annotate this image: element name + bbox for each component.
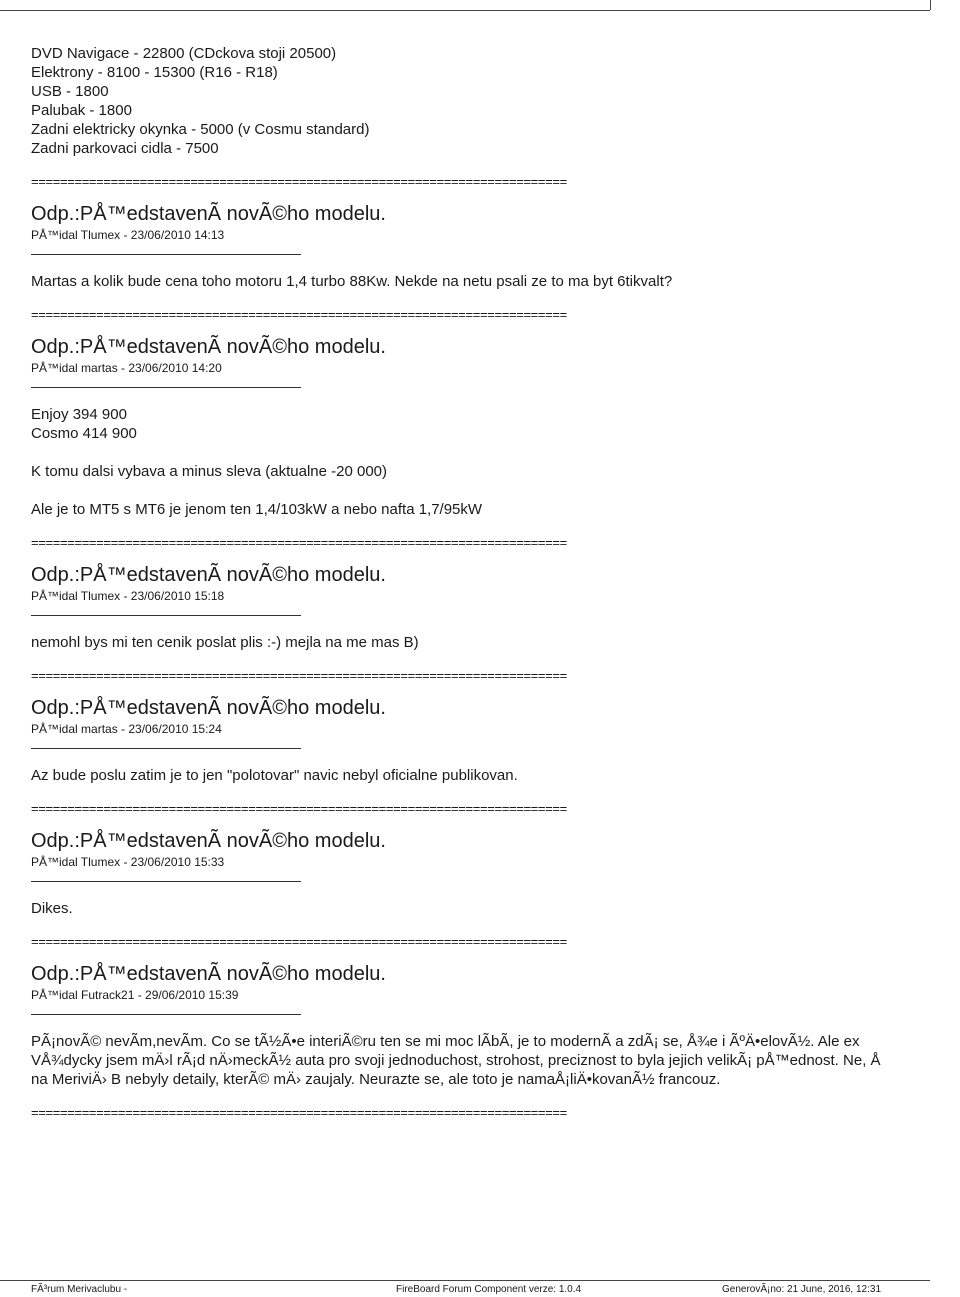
price-line: Zadni elektricky okynka - 5000 (v Cosmu standard) bbox=[31, 121, 370, 138]
post-title: Odp.:PÅ™edstavenÃ novÃ©ho modelu. bbox=[31, 830, 386, 852]
forum-post bbox=[31, 336, 960, 519]
post-separator: ========================================================================== bbox=[31, 934, 567, 949]
post-text-line: Ale je to MT5 s MT6 je jenom ten 1,4/103kW a nebo nafta 1,7/95kW bbox=[31, 501, 483, 518]
footer-component-version: FireBoard Forum Component verze: 1.0.4 bbox=[396, 1284, 582, 1295]
post-separator: ========================================================================== bbox=[31, 307, 567, 322]
post-text-line: K tomu dalsi vybava a minus sleva (aktualne -20 000) bbox=[31, 463, 388, 480]
post-body bbox=[31, 272, 960, 291]
price-line: Palubak - 1800 bbox=[31, 102, 132, 119]
forum-post bbox=[31, 203, 960, 291]
price-line: DVD Navigace - 22800 (CDckova stoji 20500) bbox=[31, 45, 337, 62]
post-body bbox=[31, 633, 960, 652]
page-footer bbox=[0, 1280, 930, 1295]
post-text-line: PÃ¡novÃ© nevÃm,nevÃm. Co se tÃ½Ã•e interiÃ©ru ten se mi moc lÃbÃ, je to modernÃ a zdÃ¡ se, Å¾e i ÃºÄ•elovÃ½. Ale ex bbox=[31, 1033, 860, 1050]
price-list bbox=[31, 44, 960, 158]
post-header-rule bbox=[31, 615, 301, 616]
post-separator: ========================================================================== bbox=[31, 1105, 567, 1120]
footer-generated-date: GenerovÃ¡no: 21 June, 2016, 12:31 bbox=[722, 1284, 882, 1295]
post-list bbox=[31, 174, 960, 1120]
post-text-line: Enjoy 394 900 bbox=[31, 406, 127, 423]
forum-thread bbox=[31, 44, 960, 1120]
post-header-rule bbox=[31, 881, 301, 882]
forum-post bbox=[31, 830, 960, 918]
price-line: Zadni parkovaci cidla - 7500 bbox=[31, 140, 219, 157]
post-text-line: Az bude poslu zatim je to jen "polotovar" navic nebyl oficialne publikovan. bbox=[31, 767, 518, 784]
post-author-date: PÅ™idal Tlumex - 23/06/2010 15:18 bbox=[31, 589, 225, 603]
post-title: Odp.:PÅ™edstavenÃ novÃ©ho modelu. bbox=[31, 697, 386, 719]
blank-line bbox=[31, 481, 960, 500]
post-author-date: PÅ™idal Tlumex - 23/06/2010 15:33 bbox=[31, 855, 225, 869]
post-body bbox=[31, 899, 960, 918]
post-text-line: Martas a kolik bude cena toho motoru 1,4 turbo 88Kw. Nekde na netu psali ze to ma byt 6tikvalt? bbox=[31, 273, 673, 290]
post-text-line: na MeriviÄ› B nebyly detaily, kterÃ© mÄ› zaujaly. Neurazte se, ale toto je namaÅ¡liÄ•kovanÃ½ francouz. bbox=[31, 1071, 721, 1088]
post-author-date: PÅ™idal martas - 23/06/2010 15:24 bbox=[31, 722, 222, 736]
post-separator: ========================================================================== bbox=[31, 668, 567, 683]
post-title: Odp.:PÅ™edstavenÃ novÃ©ho modelu. bbox=[31, 336, 386, 358]
post-author-date: PÅ™idal Tlumex - 23/06/2010 14:13 bbox=[31, 228, 225, 242]
post-text-line: Cosmo 414 900 bbox=[31, 425, 137, 442]
post-body bbox=[31, 1032, 960, 1089]
top-rule bbox=[0, 10, 930, 11]
forum-post bbox=[31, 697, 960, 785]
top-corner-mark bbox=[930, 0, 931, 10]
post-title: Odp.:PÅ™edstavenÃ novÃ©ho modelu. bbox=[31, 203, 386, 225]
post-author-date: PÅ™idal Futrack21 - 29/06/2010 15:39 bbox=[31, 988, 239, 1002]
post-author-date: PÅ™idal martas - 23/06/2010 14:20 bbox=[31, 361, 222, 375]
price-line: USB - 1800 bbox=[31, 83, 109, 100]
post-separator: ========================================================================== bbox=[31, 801, 567, 816]
footer-forum-name: FÃ³rum Merivaclubu - bbox=[31, 1284, 128, 1295]
post-separator: ========================================================================== bbox=[31, 174, 567, 189]
post-body bbox=[31, 766, 960, 785]
blank-line bbox=[31, 443, 960, 462]
post-header-rule bbox=[31, 387, 301, 388]
post-header-rule bbox=[31, 748, 301, 749]
post-text-line: nemohl bys mi ten cenik poslat plis :-) mejla na me mas B) bbox=[31, 634, 419, 651]
forum-post bbox=[31, 564, 960, 652]
post-separator: ========================================================================== bbox=[31, 535, 567, 550]
post-text-line: VÅ¾dycky jsem mÄ›l rÃ¡d nÄ›meckÃ½ auta pro svoji jednoduchost, strohost, preciznost to byla jejich velikÃ¡ pÅ™ednost. Ne, Å bbox=[31, 1052, 881, 1069]
post-title: Odp.:PÅ™edstavenÃ novÃ©ho modelu. bbox=[31, 564, 386, 586]
price-line: Elektrony - 8100 - 15300 (R16 - R18) bbox=[31, 64, 278, 81]
post-header-rule bbox=[31, 254, 301, 255]
post-header-rule bbox=[31, 1014, 301, 1015]
post-text-line: Dikes. bbox=[31, 900, 73, 917]
forum-post bbox=[31, 963, 960, 1089]
post-title: Odp.:PÅ™edstavenÃ novÃ©ho modelu. bbox=[31, 963, 386, 985]
post-body bbox=[31, 405, 960, 519]
